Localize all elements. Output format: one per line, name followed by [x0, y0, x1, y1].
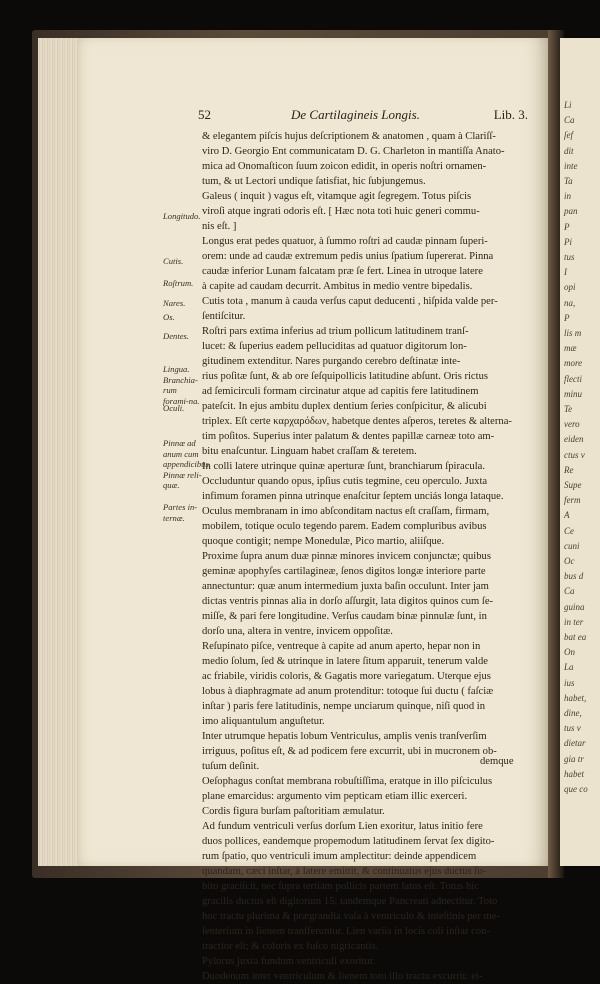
text-line: tum, & ut Lectori undique ſatisfiat, hic ſubjungemus.: [202, 176, 426, 187]
facing-page-fragment: gia tr: [564, 753, 584, 764]
text-line: mobilem, totique oculo tegendo parem. Eadem compluribus avibus: [202, 521, 487, 532]
facing-page-fragment: ctus v: [564, 449, 585, 460]
facing-page-fragment: mæ: [564, 343, 577, 354]
text-line: inſtar ) paris fere latitudinis, nempe unciarum quinque, niſi quod in: [202, 701, 486, 712]
facing-page-fragment: dietar: [564, 738, 586, 749]
text-line: lucet: & ſuperius eadem pelluciditas ad quatuor digitorum lon-: [202, 341, 467, 352]
text-line: tuſum deſinit.: [202, 761, 260, 772]
facing-page-fragment: flecti: [564, 373, 582, 384]
text-line: Proxime ſupra anum duæ pinnæ minores invicem conjunctæ; quibus: [202, 551, 491, 562]
facing-page-fragment: habet: [564, 768, 584, 779]
facing-page-fragment: Oc: [564, 556, 575, 566]
text-line: caudæ inferior Lunam falcatam præ ſe fert. Linea in utroque latere: [202, 266, 483, 277]
text-line: quandam, cæci inſtar, à latere emittit, & continuatus ejus ductus ſu-: [202, 866, 487, 877]
text-line: Duodenum inter ventriculum & lienem toto illo tractu excurrit: ei-: [202, 971, 483, 982]
facing-page-fragment: Li: [564, 100, 572, 110]
page-edges: [38, 38, 78, 866]
facing-page-fragment: Ta: [564, 176, 573, 186]
text-line: rum ſpatio, quo ventriculi imum amplectitur: deinde appendicem: [202, 851, 477, 862]
facing-page-fragment: Supe: [564, 480, 582, 490]
text-line: viroſi atque ingrati odoris eſt. [ Hæc nota toti huic generi commu-: [202, 206, 480, 217]
text-line: bitu enaſcuntur. Linguam habet craſſam & teretem.: [202, 446, 417, 457]
margin-note-dentes: Dentes.: [163, 331, 190, 341]
margin-note-nares: Nares.: [163, 298, 186, 308]
text-line: bito graciſcit, nec ſupra tertiam pollicis partem latus eſt. Totus hic: [202, 881, 479, 892]
text-line: Inter utrumque hepatis lobum Ventriculus, amplis venis tranſverſim: [202, 731, 487, 742]
text-line: Occluduntur quando opus, ipſius cutis tegmine, ceu operculo. Juxta: [202, 476, 488, 487]
text-line: triplex. Eſt certe καρχαρόδων, habetque dentes aſperos, teretes & alterna-: [202, 416, 512, 427]
text-line: dictas ventris pinnas alia in dorſo aſſurgit, lata digitos quinos cum ſe-: [202, 596, 494, 607]
facing-page-fragment: habet,: [564, 692, 587, 703]
text-line: imo aliquantulum anguſtetur.: [202, 716, 325, 727]
margin-note-longitudo: Longitudo.: [163, 211, 201, 221]
facing-page-fragment: bat ea: [564, 632, 587, 642]
text-line: infimum foramen pinna utrinque enaſcitur ſeptem unciás longa lataque.: [202, 491, 504, 502]
text-line: tractior eſt; & coloris ex fuſco nigricantis.: [202, 941, 379, 952]
text-line: ſentiſcitur.: [202, 311, 246, 322]
facing-page-fragment: opi: [564, 282, 576, 293]
facing-page-fragment: pan: [564, 206, 578, 217]
text-line: à capite ad caudam decurrit. Ambitus in medio ventre bipedalis.: [202, 281, 473, 292]
facing-page-fragment: in: [564, 191, 572, 202]
facing-page-fragment: I: [564, 267, 567, 278]
facing-page-fragment: in ter: [564, 616, 584, 627]
text-line: ſenterium in lienem tranſferuntur. Lien variis in locis coli inſtar con-: [202, 926, 491, 937]
text-line: lobus à diaphragmate ad anum protenditur: totoque ſui ductu ( faſciæ: [202, 686, 494, 697]
text-line: Reſupinato piſce, ventreque à capite ad anum aperto, hepar non in: [202, 641, 481, 652]
facing-page-fragment: tus: [564, 252, 575, 262]
facing-page-fragment: ius: [564, 677, 575, 688]
text-line: hoc tractu plurima & prægrandia vaſa à ventriculo & inteſtinis per me-: [202, 911, 501, 922]
text-line: irriguus, poſitus eſt, & ad podicem fere excurrit, ubi in mucronem ob-: [202, 746, 497, 757]
text-line: annectuntur: quæ anum intermedium juxta baſin occulunt. Inter jam: [202, 581, 489, 592]
facing-page-fragment: Te: [564, 404, 573, 414]
facing-page-fragment: more: [564, 358, 583, 369]
text-line: tim poſitos. Superius inter palatum & dentes papillæ carneæ toto am-: [202, 431, 495, 442]
facing-page-fragment: dit: [564, 145, 574, 156]
facing-page-fragment: Ca: [564, 586, 575, 597]
facing-page-fragment: P: [564, 312, 570, 323]
book-number: Lib. 3.: [493, 107, 528, 122]
facing-page-fragment: Ca: [564, 115, 575, 126]
facing-page-fragment: que co: [564, 784, 588, 794]
margin-note-oculi: Oculi.: [163, 403, 185, 413]
text-line: Ad fundum ventriculi verſus dorſum Lien exoritur, latus initio fere: [202, 821, 483, 832]
facing-page-fragment: Pi: [564, 236, 572, 247]
margin-note-cutis: Cutis.: [163, 256, 184, 266]
text-line: nis eſt. ]: [202, 221, 237, 232]
text-line: viro D. Georgio Ent communicatam D. G. Charleton in mantiſſa Anato-: [202, 146, 505, 157]
facing-page-fragment: vero: [564, 419, 580, 430]
facing-page-fragment: dine,: [564, 708, 582, 718]
facing-page-fragment: inte: [564, 160, 578, 171]
facing-page-fragment: ferm: [564, 495, 581, 506]
text-line: & elegantem piſcis hujus deſcriptionem & anatomen , quam à Clariſſ-: [202, 131, 496, 142]
text-line: miſſe, & pari fere longitudine. Verſus caudam binæ pinnulæ ſunt, in: [202, 611, 487, 622]
facing-page-fragment: minu: [564, 388, 582, 399]
facing-page-fragment: Ce: [564, 525, 574, 536]
margin-note-rostrum: Roſtrum.: [163, 278, 194, 288]
text-line: ac friabile, viridis coloris, & Gagatis more variegatum. Uterque ejus: [202, 671, 491, 682]
facing-page-fragment: guina: [564, 601, 585, 612]
text-line: plane emarcidus: argumento vim pepticam etiam illic exerceri.: [202, 791, 468, 802]
facing-page-fragment: bus d: [564, 571, 584, 582]
facing-page-fragment: Re: [564, 464, 574, 475]
facing-page-fragment: na,: [564, 297, 576, 308]
facing-page-fragment: A: [564, 510, 570, 521]
text-line: duos pollices, eandemque propemodum latitudinem ſervat ſex digito-: [202, 836, 495, 847]
margin-note-lingua: Lingua. Branchia-rum forami-na.: [163, 364, 200, 406]
text-line: ad ſemicirculi formam circinatur atque ad capitis fere latitudinem: [202, 386, 479, 397]
text-line: Longus erat pedes quatuor, à ſummo roſtri ad caudæ pinnam ſuperi-: [202, 236, 488, 247]
body-text: [202, 129, 530, 984]
catchword: demque: [480, 756, 514, 767]
text-line: rius poſitæ ſunt, & ab ore ſeſquipollicis latitudine abſunt. Oris rictus: [202, 371, 488, 382]
text-line: geminæ apophyſes cartilagineæ, ſenos digitos longæ interiore parte: [202, 566, 486, 577]
text-line: quoque contigit; nempe Monedulæ, Pico martio, aliiſque.: [202, 536, 445, 547]
facing-page: [560, 38, 600, 866]
text-line: dorſo una, altera in ventre, invicem oppoſitæ.: [202, 626, 393, 637]
facing-page-fragment: La: [564, 662, 574, 673]
facing-page-fragment: P: [564, 221, 570, 232]
facing-page-fragment: eiden: [564, 434, 584, 445]
margin-note-pinnae: Pinnæ ad anum cum appendicibus. Pinnæ reli-quæ.: [163, 438, 211, 490]
text-line: Pylorus juxta fundum ventriculi exoritur.: [202, 956, 376, 967]
text-line: Cordis figura burſam paſtoritiam æmulatur.: [202, 806, 385, 817]
text-line: Roſtri pars extima inferius ad trium pollicum latitudinem tranſ-: [202, 326, 469, 337]
running-title: De Cartilagineis Longis.: [291, 107, 420, 122]
facing-page-fragment: cuni: [564, 540, 580, 551]
text-line: orem: unde ad caudæ extremum pedis unius ſpatium ſupererat. Pinna: [202, 251, 494, 262]
running-header: [198, 107, 528, 125]
text-line: medio ſolum, ſed & utrinque in latere ſitum apparuit, tenerum valde: [202, 656, 488, 667]
text-line: Galeus ( inquit ) vagus eſt, vitamque agit ſegregem. Totus piſcis: [202, 191, 472, 202]
facing-page-fragment: lis m: [564, 328, 582, 338]
facing-page-fragment: ſef: [564, 130, 573, 141]
text-line: mica ad Onomaſticon ſuum zoicon edidit, in operis noſtri ornamen-: [202, 161, 487, 172]
text-line: In colli latere utrinque quinæ aperturæ ſunt, branchiarum ſpiracula.: [202, 461, 485, 472]
text-line: Cutis tota , manum à cauda verſus caput deducenti , hiſpida valde per-: [202, 296, 498, 307]
text-line: pateſcit. In ejus ambitu duplex dentium ſeries conſpicitur, & alicubi: [202, 401, 487, 412]
text-line: Oeſophagus conſtat membrana robuſtiſſima, eratque in illo piſciculus: [202, 776, 493, 787]
text-line: gracilis ductus eſt digitorum 15; tandemque Pancreati adnectitur. Toto: [202, 896, 498, 907]
text-line: gitudinem extenditur. Nares purgando cerebro deſtinatæ inte-: [202, 356, 461, 367]
facing-page-fragment: tus v: [564, 723, 581, 734]
page-number: 52: [198, 107, 211, 122]
facing-page-fragment: On: [564, 647, 575, 658]
text-line: Oculus membranam in imo abſconditam nactus eſt craſſam, firmam,: [202, 506, 490, 517]
margin-note-partes-internae: Partes in-ternæ.: [163, 502, 198, 523]
margin-note-os: Os.: [163, 312, 175, 322]
